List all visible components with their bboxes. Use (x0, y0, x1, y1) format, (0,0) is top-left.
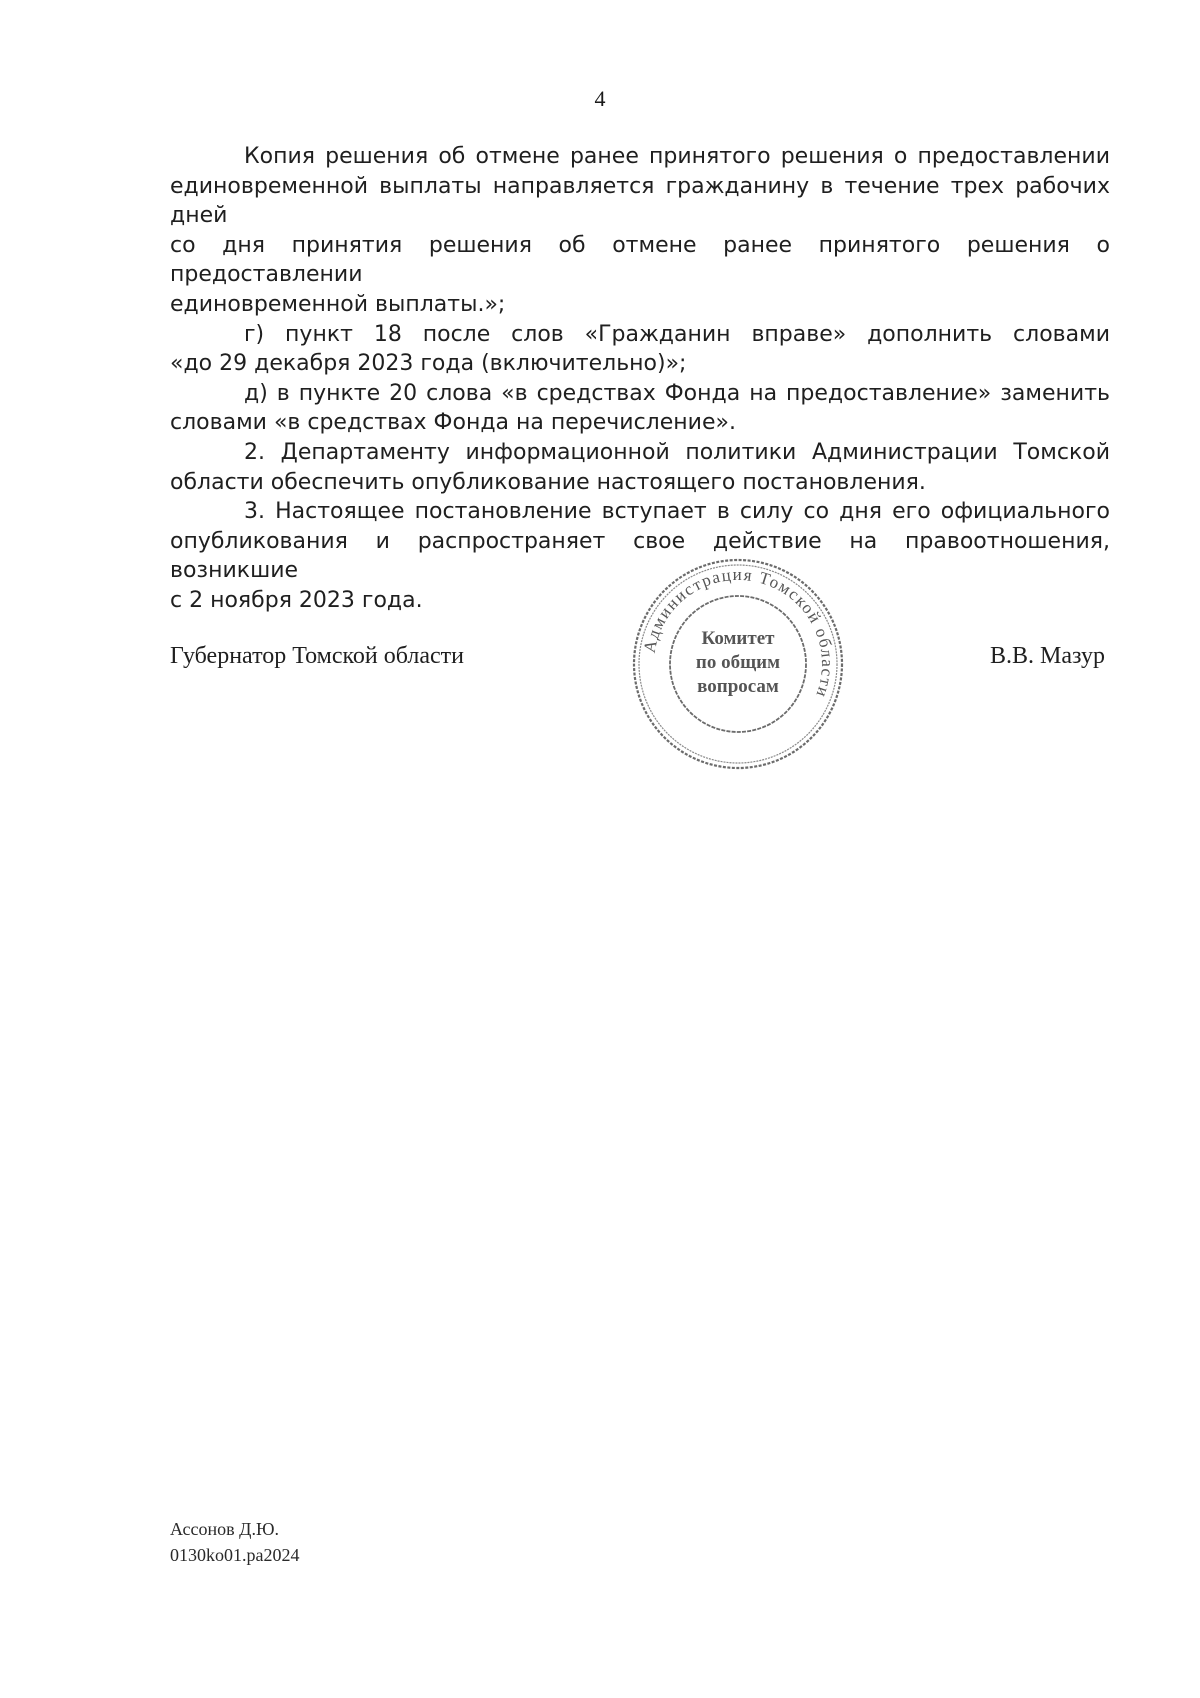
executor-name: Ассонов Д.Ю. (170, 1519, 279, 1539)
text-line: единовременной выплаты направляется гражданину в течение трех рабочих дней (170, 173, 1110, 229)
executor-footer (170, 1516, 300, 1568)
document-code: 0130ko01.pa2024 (170, 1545, 300, 1565)
official-seal (628, 556, 848, 772)
signer-title: Губернатор Томской области (170, 643, 464, 669)
seal-center-line: по общим (695, 652, 781, 673)
text-line: со дня принятия решения об отмене ранее принятого решения о предоставлении (170, 232, 1110, 288)
text-line: д) в пункте 20 слова «в средствах Фонда на предоставление» заменить (244, 380, 1110, 406)
paragraph-item-d (170, 379, 1110, 438)
text-line: 2. Департаменту информационной политики Администрации Томской (244, 439, 1110, 465)
text-line: единовременной выплаты.»; (170, 291, 506, 317)
text-line: 3. Настоящее постановление вступает в силу со дня его официального (244, 499, 1110, 525)
page-number: 4 (594, 86, 606, 111)
paragraph-copy-of-decision (170, 142, 1110, 320)
text-line: словами «в средствах Фонда на перечисление». (170, 410, 736, 436)
text-line: с 2 ноября 2023 года. (170, 587, 423, 613)
text-line: области обеспечить опубликование настоящего постановления. (170, 469, 926, 495)
paragraph-item-g (170, 320, 1110, 379)
text-line: опубликования и распространяет свое действие на правоотношения, возникшие (170, 528, 1110, 584)
text-line: г) пункт 18 после слов «Гражданин вправе» дополнить словами (244, 321, 1110, 347)
seal-center-line: вопросам (697, 676, 779, 697)
document-body (170, 142, 1110, 616)
paragraph-item-2 (170, 438, 1110, 497)
signer-name: В.В. Мазур (990, 643, 1105, 669)
seal-ring-text: Администрация Томской области (639, 564, 838, 701)
text-line: «до 29 декабря 2023 года (включительно)»; (170, 351, 687, 377)
text-line: Копия решения об отмене ранее принятого решения о предоставлении (244, 144, 1110, 169)
seal-center-line: Комитет (701, 628, 775, 649)
